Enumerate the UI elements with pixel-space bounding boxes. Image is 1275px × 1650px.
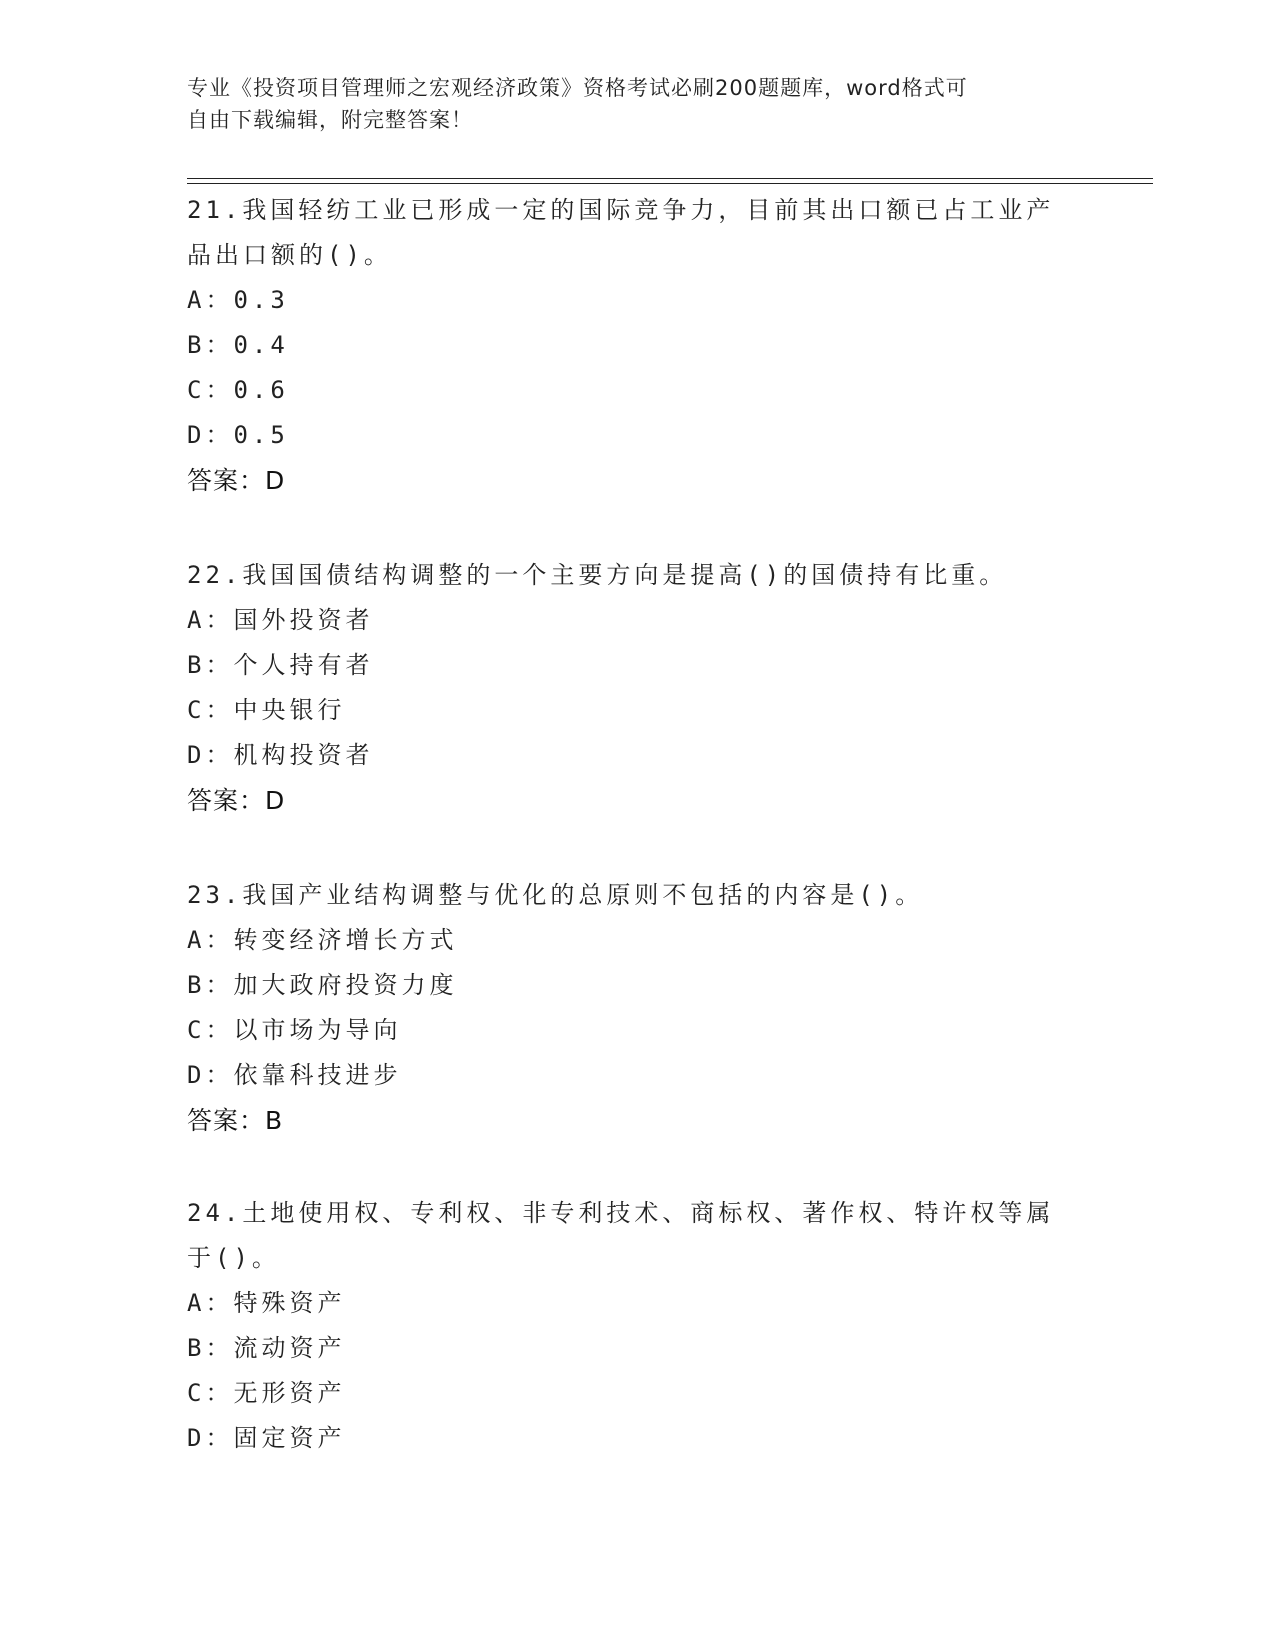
header-line-1: 专业《投资项目管理师之宏观经济政策》资格考试必刷200题题库，word格式可 (187, 76, 968, 100)
option-a: A：转变经济增长方式 (187, 926, 458, 954)
question-stem-line: 于()。 (187, 1244, 280, 1272)
question-stem-line: 23.我国产业结构调整与优化的总原则不包括的内容是()。 (187, 881, 924, 909)
question-24 (187, 1191, 1077, 1461)
option-c: C：0.6 (187, 376, 289, 404)
option-d: D：0.5 (187, 421, 289, 449)
option-a: A：国外投资者 (187, 606, 374, 634)
option-d: D：机构投资者 (187, 741, 374, 769)
option-b: B：个人持有者 (187, 651, 374, 679)
answer: 答案：D (187, 786, 286, 815)
option-d: D：依靠科技进步 (187, 1061, 402, 1089)
document-header (187, 72, 1067, 136)
question-22 (187, 553, 1077, 823)
option-c: C：无形资产 (187, 1379, 346, 1407)
question-stem-line: 21.我国轻纺工业已形成一定的国际竞争力，目前其出口额已占工业产 (187, 196, 1055, 224)
answer: 答案：D (187, 466, 286, 495)
option-d: D：固定资产 (187, 1424, 346, 1452)
question-23 (187, 873, 1077, 1143)
option-b: B：流动资产 (187, 1334, 346, 1362)
option-a: A：0.3 (187, 286, 289, 314)
question-21 (187, 188, 1077, 503)
question-stem-line: 22.我国国债结构调整的一个主要方向是提高()的国债持有比重。 (187, 561, 1008, 589)
question-stem-line: 品出口额的()。 (187, 241, 392, 269)
header-divider-top (187, 178, 1153, 179)
option-b: B：0.4 (187, 331, 289, 359)
option-c: C：以市场为导向 (187, 1016, 402, 1044)
option-a: A：特殊资产 (187, 1289, 346, 1317)
question-stem-line: 24.土地使用权、专利权、非专利技术、商标权、著作权、特许权等属 (187, 1199, 1055, 1227)
answer: 答案：B (187, 1106, 284, 1135)
header-divider-bottom (187, 183, 1153, 184)
option-b: B：加大政府投资力度 (187, 971, 458, 999)
header-line-2: 自由下载编辑，附完整答案！ (187, 108, 473, 132)
option-c: C：中央银行 (187, 696, 346, 724)
